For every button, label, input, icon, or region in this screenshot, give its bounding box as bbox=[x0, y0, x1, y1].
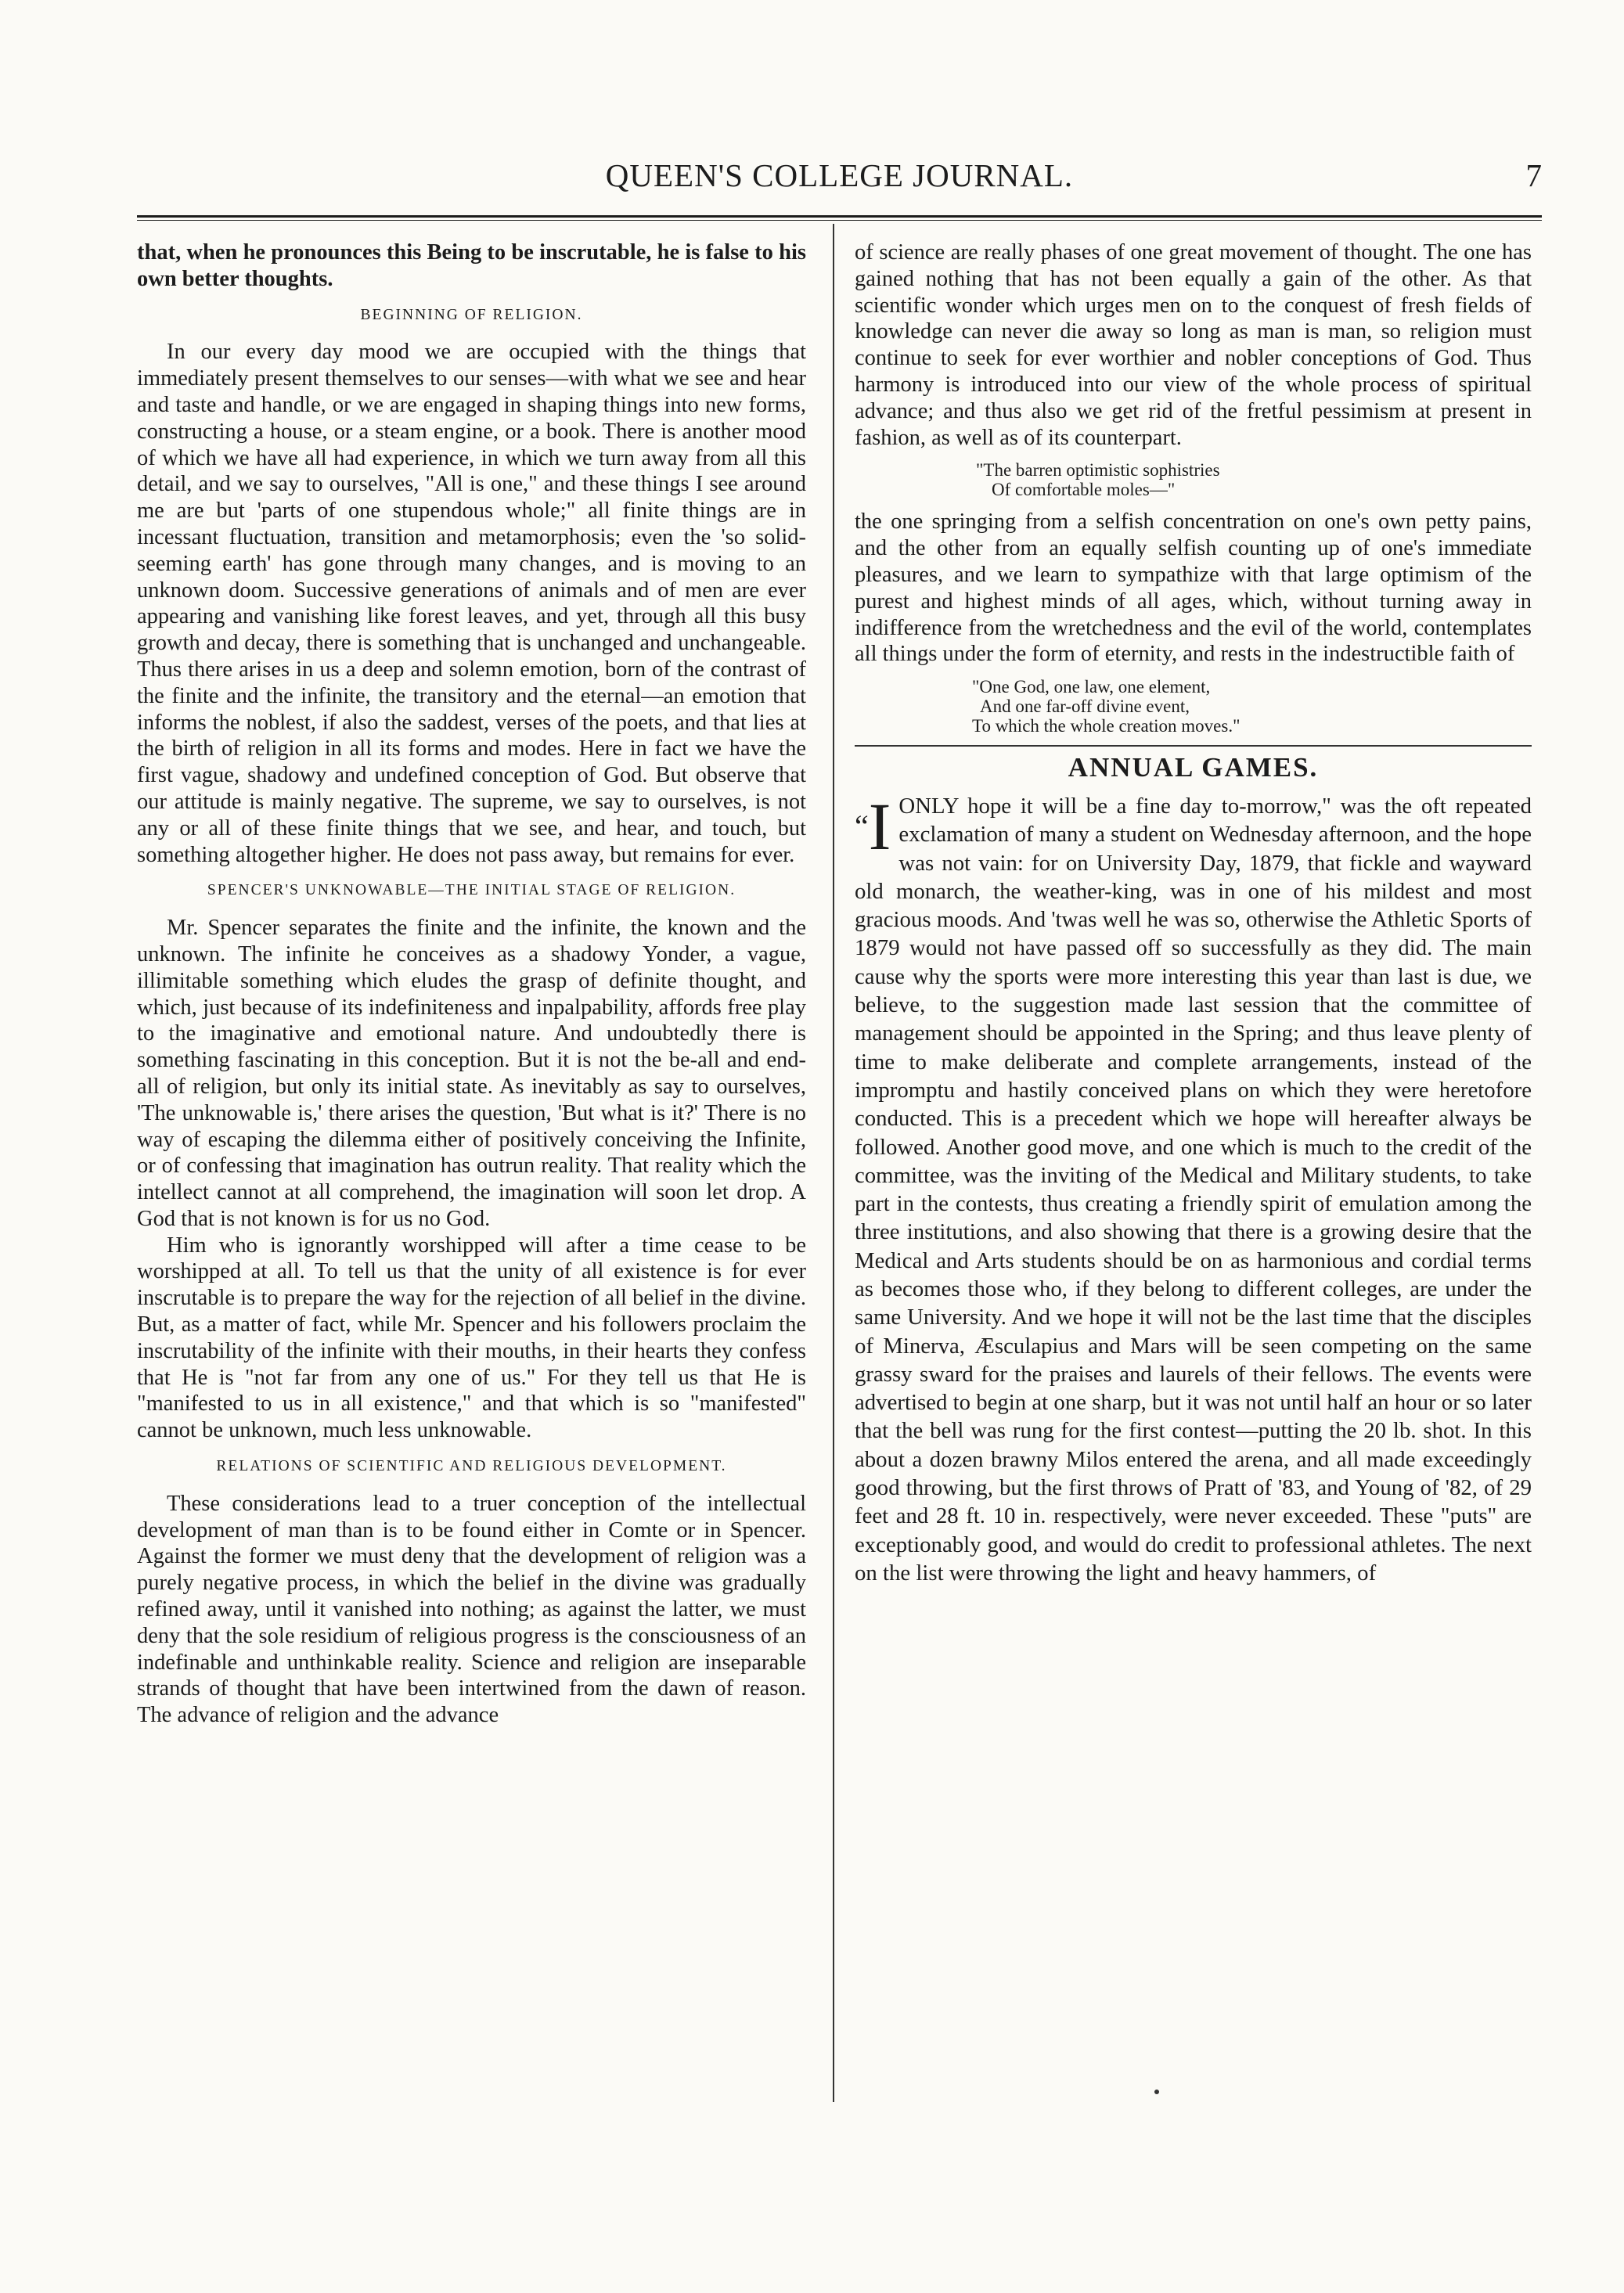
quote-line: "The barren optimistic sophistries bbox=[976, 460, 1220, 481]
continuation-paragraph-2: the one springing from a selfish concentration on one's own petty pains, and the other from an equally selfish counting up of one's immediate pleasures, and we learn to sympathize with that large optimism of the purest and highest minds of all ages, which, without turning away in indifference from the wretchedness and the evil of the world, contemplates all things under the form of eternity, and rests in the indestructible faith of bbox=[855, 509, 1532, 667]
header-rule bbox=[137, 215, 1542, 218]
continuation-paragraph-1: of science are really phases of one great movement of thought. The one has gained nothing that has not been equally a gain of the other. As that scientific wonder which urges men on to the conquest of fresh fields of knowledge can never die away so long as man is man, so religion must continue to seek for ever worthier and nobler conceptions of God. Thus harmony is introduced into our view of the whole process of spiritual advance; and thus also we get rid of the fretful pessimism at present in fashion, as well as of its counterpart. bbox=[855, 240, 1532, 450]
annual-games-body bbox=[855, 788, 1532, 1587]
article-title-annual-games: ANNUAL GAMES. bbox=[1068, 752, 1319, 783]
paragraph-spencer-2: Him who is ignorantly worshipped will after a time cease to be worshipped at all. To tell us that the unity of all existence is for ever inscrutable is to prepare the way for the rejection of all belief in the divine. But, as a matter of fact, while Mr. Spencer and his followers proclaim the inscrutability of the infinite with their mouths, in their hearts they confess that He is "not far from any one of us." For they tell us that He is "manifested to us in all existence," and that which is so "manifested" cannot be unknown, much less unknowable. bbox=[137, 1233, 806, 1443]
page-number: 7 bbox=[1525, 157, 1542, 193]
drop-cap-letter: I bbox=[868, 788, 891, 864]
quote-line: And one far-off divine event, bbox=[980, 697, 1190, 717]
quote-sophistries bbox=[855, 460, 1532, 499]
quote-line: To which the whole creation moves." bbox=[972, 716, 1241, 736]
page-header bbox=[137, 157, 1542, 203]
header-rule-thin bbox=[137, 220, 1542, 221]
opening-paragraph: that, when he pronounces this Being to be inscrutable, he is false to his own better thoughts. bbox=[137, 240, 806, 291]
drop-cap bbox=[855, 788, 891, 864]
paragraph-scientific-religious: These considerations lead to a truer conception of the intellectual development of man than is to be found either in Comte or in Spencer. Against the former we must deny that the development of religion was a purely negative process, in which the belief in the divine was gradually refined away, until it vanished into nothing; as against the latter, we must deny that the sole residium of religious progress is the consciousness of an indefinable and unthinkable reality. Science and religion are inseparable strands of thought that have been intertwined from the dawn of reason. The advance of religion and the advance bbox=[137, 1491, 806, 1728]
section-heading-scientific-religious: RELATIONS OF SCIENTIFIC AND RELIGIOUS DEVELOPMENT. bbox=[216, 1458, 727, 1475]
paragraph-beginning-of-religion: In our every day mood we are occupied with the things that immediately present themselves to our senses—with what we see and hear and taste and handle, or we are engaged in shaping things into new forms, constructing a house, or a steam engine, or a book. There is another mood of which we have all had experience, in which we turn away from all this detail, and we say to ourselves, "All is one," and these things I see around me are but 'parts of one stupendous whole;" all finite things are in incessant fluctuation, transition and metamorphosis; even the 'so solid-seeming earth' has gone through many changes, and is moving to an unknown doom. Successive generations of animals and of men are ever appearing and vanishing like forest leaves, and yet, through all this busy growth and decay, there is something that is unchanged and unchangeable. Thus there arises in us a deep and solemn emotion, born of the contrast of the finite and the infinite, the transitory and the eternal—an emotion that informs the noblest, if also the saddest, verses of the poets, and that lies at the birth of religion in all its forms and modes. Here in fact we have the first vague, shadowy and undefined conception of God. But observe that our attitude is mainly negative. The supreme, we say to ourselves, is not any or all of these finite things that we see, and hear, and touch, but something altogether higher. He does not pass away, but remains for ever. bbox=[137, 340, 806, 867]
left-column bbox=[137, 239, 806, 1729]
quote-line: "One God, one law, one element, bbox=[972, 677, 1211, 697]
section-heading-spencers-unknowable: SPENCER'S UNKNOWABLE—THE INITIAL STAGE OF RELIGION. bbox=[207, 882, 736, 899]
paragraph-spencer-1: Mr. Spencer separates the finite and the infinite, the known and the unknown. The infinite he conceives as a shadowy Yonder, a vague, illimitable something which eludes the grasp of definite thought, and which, just because of its indefiniteness and inpalpability, affords free play to the imaginative and emotional nature. And undoubtedly there is something fascinating in this conception. But it is not the be-all and end-all of religion, but only its initial state. As inevitably as say to ourselves, 'The unknowable is,' there arises the question, 'But what is it?' There is no way of escaping the dilemma either of positively conceiving the Infinite, or of confessing that imagination has outrun reality. That reality which the intellect cannot at all comprehend, the imagination will soon let drop. A God that is not known is for us no God. bbox=[137, 916, 806, 1231]
section-heading-beginning-of-religion: BEGINNING OF RELIGION. bbox=[360, 306, 583, 323]
article-separator bbox=[855, 745, 1532, 747]
column-divider bbox=[833, 224, 834, 2102]
right-column bbox=[855, 239, 1532, 1587]
footer-mark bbox=[1154, 2090, 1159, 2094]
quote-one-god bbox=[855, 677, 1532, 736]
running-title: QUEEN'S COLLEGE JOURNAL. bbox=[605, 157, 1074, 193]
quote-line: Of comfortable moles—" bbox=[992, 480, 1176, 500]
annual-games-text: ONLY hope it will be a fine day to-morrow," was the oft repeated exclamation of many a student on Wednesday afternoon, and the hope was not vain: for on University Day, 1879, that fickle and wayward old monarch, the weather-king, was in one of his mildest and most gracious moods. And 'twas well he was so, otherwise the Athletic Sports of 1879 would not have passed off so successfully as they did. The main cause why the sports were more interesting this year than last is due, we believe, to the suggestion made last session that the committee of management should be appointed in the Spring; and thus leave plenty of time to make deliberate and complete arrangements, instead of the impromptu and hastily conceived plans on which they were heretofore conducted. This is a precedent which we hope will hereafter always be followed. Another good move, and one which is much to the credit of the committee, was the inviting of the Medical and Military students, to take part in the contests, thus creating a friendly spirit of emulation among the three institutions, and also showing that there is a growing desire that the Medical and Arts students should be on as harmonious and cordial terms as becomes those who, if they belong to different colleges, are under the same University. And we hope it will not be the last time that the disciples of Minerva, Æsculapius and Mars will be seen competing on the same grassy sward for the praises and laurels of their fellows. The events were advertised to begin at one sharp, but it was not until half an hour or so later that the bell was rung for the first contest—putting the 20 lb. shot. In this about a dozen brawny Milos entered the arena, and all made exceedingly good throwing, but the first throws of Pratt of '83, and Young of '82, of 29 feet and 28 ft. 10 in. respectively, were never exceeded. These "puts" are exceptionably good, and would do credit to professional athletes. The next on the list were throwing the light and heavy hammers, of bbox=[855, 793, 1532, 1586]
open-quote: “ bbox=[855, 808, 869, 844]
